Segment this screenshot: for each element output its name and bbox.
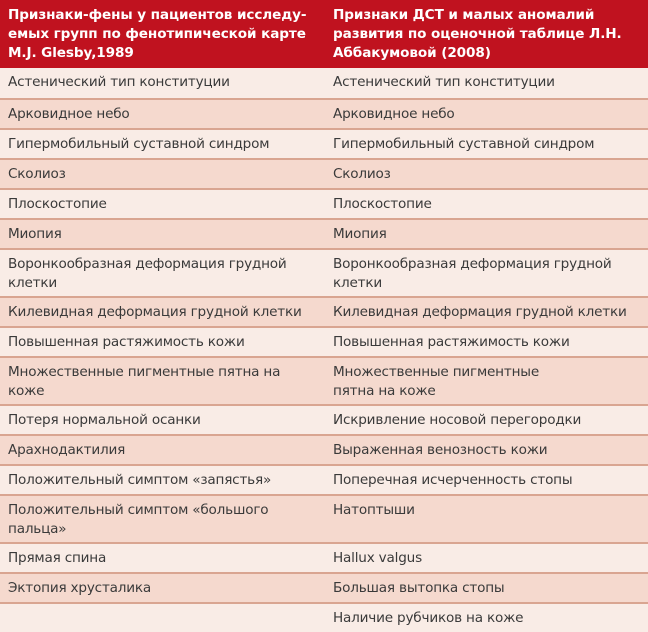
table-row xyxy=(0,68,648,98)
row-col2: Сколиоз xyxy=(333,166,391,182)
table-row xyxy=(0,296,648,326)
table-row xyxy=(0,356,648,404)
row-col2: Натоптыши xyxy=(333,502,415,518)
table-row xyxy=(0,158,648,188)
row-col2: Килевидная деформация грудной клетки xyxy=(333,304,627,320)
row-col1: Положительный симптом «запястья» xyxy=(8,472,272,488)
row-col2: Воронкообразная деформация грудной клетки xyxy=(333,256,612,291)
row-col1: Потеря нормальной осанки xyxy=(8,412,201,428)
row-col2: Миопия xyxy=(333,226,387,242)
table-row xyxy=(0,188,648,218)
row-col1: Гипермобильный суставной синдром xyxy=(8,136,270,152)
row-col2: Большая вытопка стопы xyxy=(333,580,505,596)
row-col2: Наличие рубчиков на коже xyxy=(333,610,524,626)
header-col2: Признаки ДСТ и малых аномалий развития по оценочной таблице Л.Н. Аббакумовой (2008) xyxy=(333,7,622,61)
row-col1 xyxy=(0,604,324,632)
table-row xyxy=(0,602,648,632)
row-col1: Воронкообразная деформация грудной клетки xyxy=(8,256,287,291)
table-row xyxy=(0,542,648,572)
row-col1: Арахнодактилия xyxy=(8,442,126,458)
row-col1: Арковидное небо xyxy=(8,106,130,122)
row-col2: Выраженная венозность кожи xyxy=(333,442,548,458)
row-col1: Положительный симптом «большого пальца» xyxy=(8,502,269,537)
row-col1: Повышенная растяжимость кожи xyxy=(8,334,245,350)
table-row xyxy=(0,434,648,464)
row-col1: Килевидная деформация грудной клетки xyxy=(8,304,302,320)
row-col1: Миопия xyxy=(8,226,62,242)
row-col2: Поперечная исчерченность стопы xyxy=(333,472,573,488)
row-col1: Сколиоз xyxy=(8,166,66,182)
row-col2: Плоскостопие xyxy=(333,196,432,212)
table-row xyxy=(0,218,648,248)
table-row xyxy=(0,98,648,128)
row-col2: Повышенная растяжимость кожи xyxy=(333,334,570,350)
table-row xyxy=(0,494,648,542)
row-col2: Искривление носовой перегородки xyxy=(333,412,582,428)
row-col2: Hallux valgus xyxy=(333,550,422,566)
table-row xyxy=(0,128,648,158)
row-col2: Гипермобильный суставной синдром xyxy=(333,136,595,152)
row-col1: Прямая спина xyxy=(8,550,107,566)
table-row xyxy=(0,464,648,494)
row-col1: Астенический тип конституции xyxy=(8,74,230,90)
row-col1: Множественные пигментные пятна на коже xyxy=(8,364,281,399)
table-row xyxy=(0,248,648,296)
table-row xyxy=(0,572,648,602)
table-row xyxy=(0,326,648,356)
row-col2: Арковидное небо xyxy=(333,106,455,122)
row-col1: Плоскостопие xyxy=(8,196,107,212)
table-row xyxy=(0,404,648,434)
row-col2: Астенический тип конституции xyxy=(333,74,555,90)
header-col1: Признаки-фены у пациентов исследу-емых групп по фенотипической карте M.J. Glesby,1989 xyxy=(8,7,307,61)
table-header xyxy=(0,0,648,68)
row-col1: Эктопия хрусталика xyxy=(8,580,152,596)
row-col2: Множественные пигментные пятна на коже xyxy=(333,364,539,399)
